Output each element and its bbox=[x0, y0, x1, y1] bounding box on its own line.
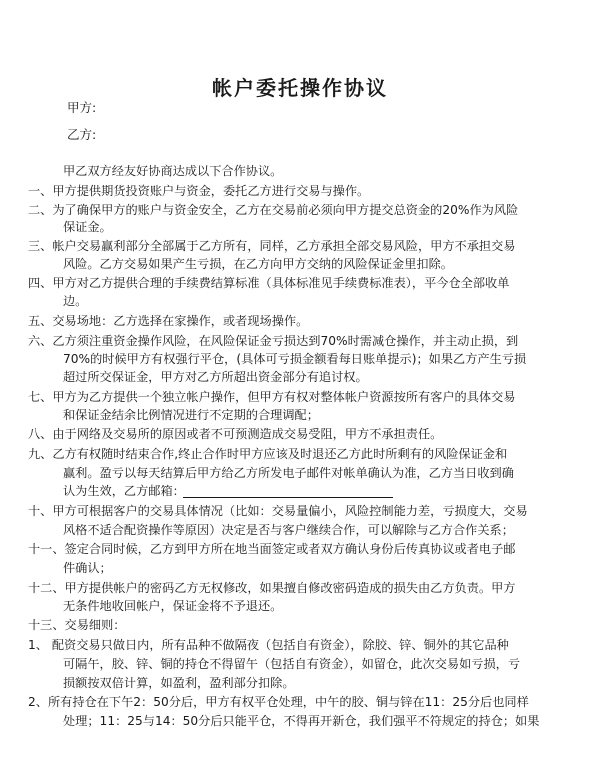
clause-7-line-1: 七、甲方为乙方提供一个独立帐户操作，但甲方有权对整体帐户资源按所有客户的具体交易 bbox=[28, 390, 516, 404]
clause-1: 一、甲方提供期货投资账户与资金，委托乙方进行交易与操作。 bbox=[28, 184, 370, 198]
clause-9-line-1: 九、乙方有权随时结束合作,终止合作时甲方应该及时退还乙方此时所剩有的风险保证金和 bbox=[28, 447, 508, 461]
clause-13: 十三、交易细则： bbox=[28, 618, 126, 632]
rule-1-line-1: 1、 配资交易只做日内，所有品种不做隔夜（包括自有资金），除胶、锌、铜外的其它品种 bbox=[28, 638, 509, 652]
rule-1-line-3: 损额按双倍计算，如盈利，盈利部分扣除。 bbox=[63, 676, 295, 690]
clause-10-line-1: 十、甲方可根据客户的交易具体情况（比如：交易量偏小，风险控制能力差，亏损度大，交易 bbox=[28, 504, 528, 518]
clause-4-line-2: 边。 bbox=[63, 294, 88, 308]
clause-6-line-1: 六、乙方须注重资金操作风险，在风险保证金亏损达到70%时需减仓操作，并主动止损，到 bbox=[28, 334, 519, 348]
clause-4-line-1: 四、甲方对乙方提供合理的手续费结算标准（具体标准见手续费标准表），平今仓全部收单 bbox=[28, 276, 510, 290]
clause-8: 八、由于网络及交易所的原因或者不可预测造成交易受阻，甲方不承担责任。 bbox=[28, 427, 443, 441]
party-b-label: 乙方: bbox=[67, 127, 97, 142]
rule-2-line-2: 处理；11：25与14：50分后只能平仓，不得再开新仓，我们强平不符规定的持仓；如果 bbox=[63, 714, 540, 728]
clause-2-line-2: 保证金。 bbox=[63, 220, 112, 234]
clause-9-line-2: 赢利。盈亏以每天结算后甲方给乙方所发电子邮件对帐单确认为准，乙方当日收到确 bbox=[63, 466, 514, 480]
intro-text: 甲乙双方经友好协商达成以下合作协议。 bbox=[63, 164, 283, 178]
clause-7-line-2: 和保证金结余比例情况进行不定期的合理调配； bbox=[63, 408, 319, 422]
rule-1-line-2: 可隔午，胶、锌、铜的持仓不得留午（包括自有资金），如留仓，此次交易如亏损，亏 bbox=[63, 657, 521, 671]
clause-5: 五、交易场地：乙方选择在家操作，或者现场操作。 bbox=[28, 314, 309, 328]
clause-11-line-1: 十一、签定合同时候，乙方到甲方所在地当面签定或者双方确认身份后传真协议或者电子邮 bbox=[28, 542, 516, 556]
clause-9-line-3: 认为生效，乙方邮箱： bbox=[63, 484, 185, 498]
document-title: 帐户委托操作协议 bbox=[212, 76, 388, 100]
email-underline bbox=[183, 497, 393, 498]
rule-2-line-1: 2、所有持仓在下午2：50分后，甲方有权平仓处理，中午的胶、铜与锌在11：25分后也同样 bbox=[28, 695, 529, 709]
clause-2-line-1: 二、为了确保甲方的账户与资金安全，乙方在交易前必须向甲方提交总资金的20%作为风险 bbox=[28, 203, 519, 217]
clause-12-line-1: 十二、甲方提供帐户的密码乙方无权修改，如果擅自修改密码造成的损失由乙方负责。甲方 bbox=[28, 581, 516, 595]
clause-10-line-2: 风格不适合配资操作等原因）决定是否与客户继续合作，可以解除与乙方合作关系； bbox=[63, 523, 514, 537]
clause-12-line-2: 无条件地收回帐户，保证金将不予退还。 bbox=[63, 599, 283, 613]
clause-11-line-2: 件确认； bbox=[63, 561, 112, 575]
clause-3-line-1: 三、帐户交易赢利部分全部属于乙方所有，同样，乙方承担全部交易风险，甲方不承担交易 bbox=[28, 239, 516, 253]
clause-3-line-2: 风险。乙方交易如果产生亏损，在乙方向甲方交纳的风险保证金里扣除。 bbox=[63, 257, 453, 271]
party-a-label: 甲方: bbox=[67, 100, 97, 115]
clause-6-line-2: 70%的时候甲方有权强行平仓，(具体可亏损金额看每日账单提示)；如果乙方产生亏损 bbox=[63, 352, 527, 366]
clause-6-line-3: 超过所交保证金，甲方对乙方所超出资金部分有追讨权。 bbox=[63, 370, 368, 384]
